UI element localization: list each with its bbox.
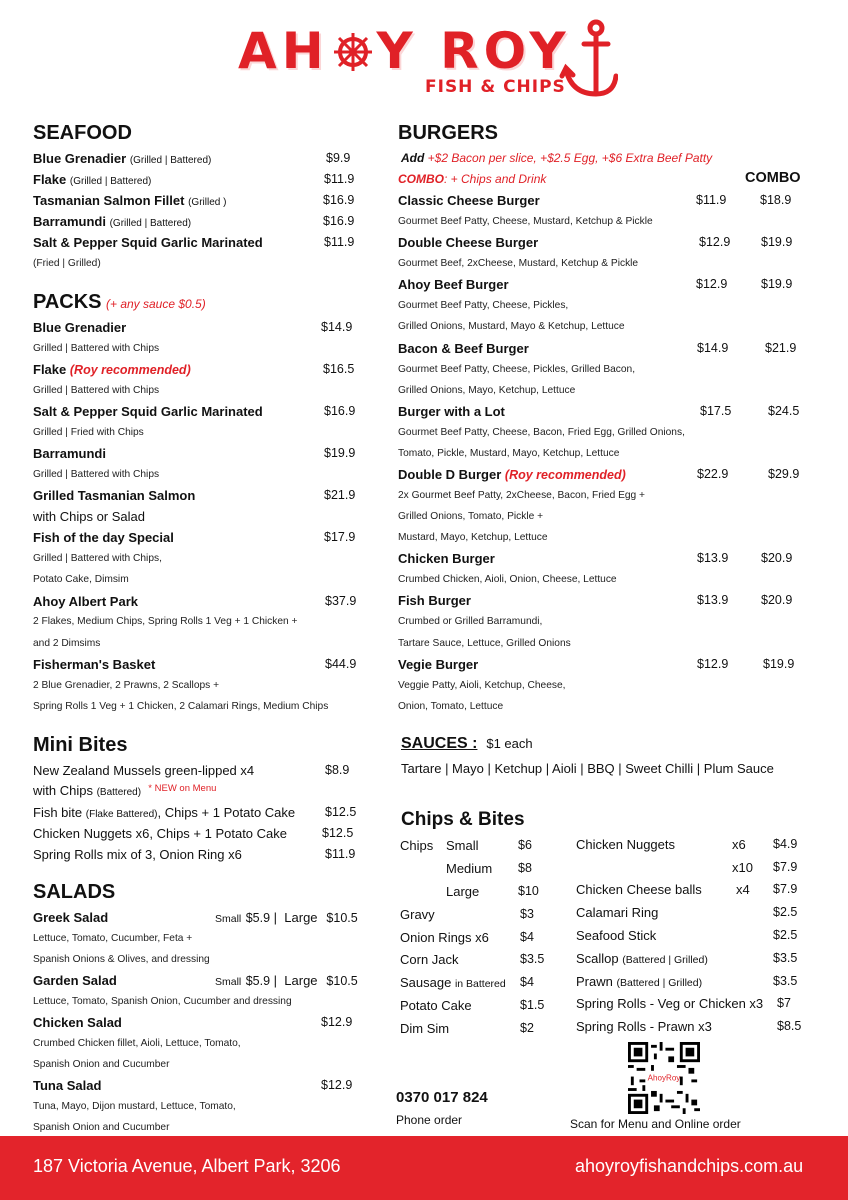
item-price: $13.9: [697, 551, 729, 565]
list-item: Corn Jack: [400, 952, 459, 967]
item-description: Gourmet Beef Patty, Cheese, Mustard, Ketchup & Pickle: [398, 216, 653, 227]
list-item: Greek Salad: [33, 910, 109, 925]
combo-price: $18.9: [760, 193, 792, 207]
list-item: with Chips (Battered) $^{* NEW on Menu}$: [33, 783, 217, 798]
list-item: Chicken Nuggets: [576, 837, 675, 852]
list-item: Bacon & Beef Burger: [398, 341, 529, 356]
item-qty: x6: [732, 837, 746, 852]
list-item: Fisherman's Basket: [33, 657, 156, 672]
list-item: Grilled Tasmanian Salmon: [33, 488, 196, 503]
list-item: Garden Salad: [33, 973, 117, 988]
item-description: 2x Gourmet Beef Patty, 2xCheese, Bacon, Fried Egg +: [398, 490, 645, 501]
item-price: $14.9: [321, 320, 353, 334]
list-item: Chicken Cheese balls: [576, 882, 702, 897]
chips-size: Large: [446, 884, 480, 899]
combo-price: $19.9: [763, 657, 795, 671]
item-price: $12.9: [696, 277, 728, 291]
item-price: $12.9: [697, 657, 729, 671]
item-description: Spring Rolls 1 Veg + 1 Chicken, 2 Calamari Rings, Medium Chips: [33, 701, 329, 712]
list-item: Ahoy Beef Burger: [398, 277, 509, 292]
list-item: Chicken Burger: [398, 551, 495, 566]
list-item: Spring Rolls - Veg or Chicken x3: [576, 996, 764, 1011]
list-item: Tasmanian Salmon Fillet (Grilled ): [33, 193, 227, 208]
item-price: $2.5: [773, 905, 798, 919]
item-price: $10: [518, 884, 539, 898]
list-item: Blue Grenadier (Grilled | Battered): [33, 151, 212, 166]
item-price: $9.9: [326, 151, 351, 165]
logo-wordmark: [238, 22, 571, 80]
packs-note: (+ any sauce $0.5): [105, 297, 206, 311]
qr-label: Scan for Menu and Online order: [570, 1117, 741, 1131]
item-price: $3: [520, 907, 534, 921]
list-item: Salt & Pepper Squid Garlic Marinated: [33, 235, 263, 250]
list-item: Burger with a Lot: [398, 404, 505, 419]
chips-size: Medium: [446, 861, 493, 876]
address: 187 Victoria Avenue, Albert Park, 3206: [33, 1156, 341, 1176]
item-price: $2: [520, 1021, 534, 1035]
combo-column-header: COMBO: [745, 170, 801, 186]
item-price: $4: [520, 930, 534, 944]
ship-wheel-icon: [333, 32, 373, 72]
item-price: $2.5: [773, 928, 798, 942]
list-item: Barramundi: [33, 446, 106, 461]
item-price: $13.9: [697, 593, 729, 607]
item-description: Lettuce, Tomato, Spanish Onion, Cucumber and dressing: [33, 996, 292, 1007]
item-qty: x10: [732, 860, 753, 875]
item-price: $12.9: [699, 235, 731, 249]
item-description: and 2 Dimsims: [33, 638, 101, 649]
list-item: Dim Sim: [400, 1021, 450, 1036]
item-price: $16.5: [323, 362, 355, 376]
list-item: Blue Grenadier: [33, 320, 127, 335]
item-price: $12.9: [321, 1015, 353, 1029]
list-item: Seafood Stick: [576, 928, 657, 943]
list-item: Calamari Ring: [576, 905, 659, 920]
combo-price: $29.9: [768, 467, 800, 481]
sauces-list: Tartare | Mayo | Ketchup | Aioli | BBQ | Sweet Chilli | Plum Sauce: [401, 761, 774, 776]
mini-bites-heading: Mini Bites: [33, 734, 128, 756]
list-item: Fish of the day Special: [33, 530, 174, 545]
combo-note: COMBO: + Chips and Drink: [398, 172, 547, 186]
list-item: Scallop (Battered | Grilled): [576, 951, 708, 966]
chips-size: Small: [446, 838, 479, 853]
item-description: 2 Flakes, Medium Chips, Spring Rolls 1 Veg + 1 Chicken +: [33, 616, 298, 627]
item-description: Grilled Onions, Tomato, Pickle +: [398, 511, 544, 522]
list-item: Potato Cake: [400, 998, 472, 1013]
burger-addons-note: Add +$2 Bacon per slice, +$2.5 Egg, +$6 Extra Beef Patty: [401, 151, 713, 165]
item-description: Crumbed Chicken, Aioli, Onion, Cheese, Lettuce: [398, 574, 617, 585]
anchor-icon: [558, 18, 618, 100]
item-description: Gourmet Beef Patty, Cheese, Pickles, Grilled Bacon,: [398, 364, 636, 375]
item-price: $3.5: [773, 974, 798, 988]
list-item: Flake (Roy recommended): [33, 362, 191, 377]
chips-bites-heading: Chips & Bites: [401, 809, 525, 830]
item-description: Grilled Onions, Mayo, Ketchup, Lettuce: [398, 385, 576, 396]
item-description: Gourmet Beef Patty, Cheese, Bacon, Fried Egg, Grilled Onions,: [398, 427, 685, 438]
item-description: Tuna, Mayo, Dijon mustard, Lettuce, Tomato,: [33, 1101, 236, 1112]
new-badge: * NEW on Menu: [148, 783, 217, 794]
item-description: (Fried | Grilled): [33, 258, 101, 269]
item-price: $3.5: [773, 951, 798, 965]
list-item: Spring Rolls mix of 3, Onion Ring x6: [33, 847, 242, 862]
item-description: Crumbed or Grilled Barramundi,: [398, 616, 543, 627]
item-price: $4: [520, 975, 534, 989]
item-price: $12.5: [325, 805, 357, 819]
logo-text-left: AH: [238, 22, 329, 80]
combo-price: $20.9: [761, 593, 793, 607]
item-price: $12.5: [322, 826, 354, 840]
website-link[interactable]: ahoyroyfishandchips.com.au: [575, 1156, 804, 1176]
item-description: Tartare Sauce, Lettuce, Grilled Onions: [398, 638, 571, 649]
logo-subtitle: FISH & CHIPS: [425, 77, 566, 97]
list-item: Chicken Nuggets x6, Chips + 1 Potato Cake: [33, 826, 288, 841]
item-description: Grilled | Battered with Chips: [33, 469, 160, 480]
item-price: $12.9: [321, 1078, 353, 1092]
item-price: $14.9: [697, 341, 729, 355]
item-price: $17.5: [700, 404, 732, 418]
item-price: $7.9: [773, 860, 798, 874]
list-item: Prawn (Battered | Grilled): [576, 974, 703, 989]
qr-overlay-text: AhoyRoy: [647, 1073, 681, 1083]
item-price: $19.9: [324, 446, 356, 460]
item-description: Gourmet Beef, 2xCheese, Mustard, Ketchup & Pickle: [398, 258, 639, 269]
list-item: Ahoy Albert Park: [33, 594, 138, 609]
size-prices: Small $5.9 | Large $10.5: [215, 973, 358, 988]
sauces-heading: SAUCES : $1 each: [401, 735, 533, 752]
burgers-heading: BURGERS: [398, 122, 499, 144]
item-price: $37.9: [325, 594, 357, 608]
item-price: $8.9: [325, 763, 350, 777]
logo-text-right: Y ROY: [376, 22, 571, 80]
combo-price: $24.5: [768, 404, 800, 418]
list-item: Tuna Salad: [33, 1078, 102, 1093]
list-item: Spring Rolls - Prawn x3: [576, 1019, 712, 1034]
list-item: Fish Burger: [398, 593, 471, 608]
item-description: Spanish Onion and Cucumber: [33, 1122, 170, 1133]
item-description: Spanish Onions & Olives, and dressing: [33, 954, 210, 965]
list-item: Classic Cheese Burger: [398, 193, 540, 208]
item-price: $17.9: [324, 530, 356, 544]
item-description: Veggie Patty, Aioli, Ketchup, Cheese,: [398, 680, 566, 691]
list-item: Sausage in Battered: [400, 975, 506, 990]
item-price: $4.9: [773, 837, 798, 851]
phone-label: Phone order: [396, 1113, 463, 1127]
packs-heading: PACKS (+ any sauce $0.5): [33, 291, 206, 313]
item-description: Crumbed Chicken fillet, Aioli, Lettuce, Tomato,: [33, 1038, 241, 1049]
seafood-heading: SEAFOOD: [33, 122, 132, 144]
item-qty: x4: [736, 882, 750, 897]
item-description: Mustard, Mayo, Ketchup, Lettuce: [398, 532, 548, 543]
item-description: Grilled | Battered with Chips: [33, 343, 160, 354]
item-price: $44.9: [325, 657, 357, 671]
salads-heading: SALADS: [33, 881, 116, 903]
item-price: $11.9: [696, 193, 727, 207]
list-item: New Zealand Mussels green-lipped x4: [33, 763, 255, 778]
list-item: Onion Rings x6: [400, 930, 489, 945]
list-item: Double Cheese Burger: [398, 235, 539, 250]
item-price: $16.9: [324, 404, 356, 418]
item-description: Onion, Tomato, Lettuce: [398, 701, 504, 712]
item-subtitle: with Chips or Salad: [33, 509, 145, 524]
item-description: Tomato, Pickle, Mustard, Mayo, Ketchup, Lettuce: [398, 448, 620, 459]
combo-price: $19.9: [761, 235, 793, 249]
list-item: Vegie Burger: [398, 657, 479, 672]
item-price: $7.9: [773, 882, 798, 896]
item-price: $22.9: [697, 467, 729, 481]
item-description: Potato Cake, Dimsim: [33, 574, 129, 585]
chips-label: Chips: [400, 838, 434, 853]
list-item: Salt & Pepper Squid Garlic Marinated: [33, 404, 263, 419]
item-price: $16.9: [323, 193, 355, 207]
combo-price: $21.9: [765, 341, 797, 355]
list-item: Fish bite (Flake Battered), Chips + 1 Potato Cake: [33, 805, 296, 820]
item-price: $21.9: [324, 488, 356, 502]
item-price: $3.5: [520, 952, 545, 966]
footer-bar: [0, 1136, 848, 1200]
item-description: Grilled Onions, Mustard, Mayo & Ketchup, Lettuce: [398, 321, 625, 332]
item-price: $11.9: [324, 172, 355, 186]
item-price: $16.9: [323, 214, 355, 228]
item-description: Lettuce, Tomato, Cucumber, Feta +: [33, 933, 193, 944]
combo-price: $19.9: [761, 277, 793, 291]
item-price: $7: [777, 996, 791, 1010]
list-item: Barramundi (Grilled | Battered): [33, 214, 192, 229]
qr-code[interactable]: [628, 1042, 700, 1114]
list-item: Chicken Salad: [33, 1015, 122, 1030]
item-price: $8.5: [777, 1019, 802, 1033]
item-price: $1.5: [520, 998, 545, 1012]
list-item: Flake (Grilled | Battered): [33, 172, 152, 187]
item-price: $6: [518, 838, 532, 852]
item-description: 2 Blue Grenadier, 2 Prawns, 2 Scallops +: [33, 680, 220, 691]
item-description: Spanish Onion and Cucumber: [33, 1059, 170, 1070]
item-description: Grilled | Battered with Chips: [33, 385, 160, 396]
list-item: Gravy: [400, 907, 435, 922]
phone-number[interactable]: 0370 017 824: [396, 1089, 488, 1106]
item-description: Gourmet Beef Patty, Cheese, Pickles,: [398, 300, 569, 311]
list-item: Double D Burger (Roy recommended): [398, 467, 626, 482]
item-price: $11.9: [324, 235, 355, 249]
item-description: Grilled | Fried with Chips: [33, 427, 144, 438]
combo-price: $20.9: [761, 551, 793, 565]
size-prices: Small $5.9 | Large $10.5: [215, 910, 358, 925]
item-price: $8: [518, 861, 532, 875]
item-description: Grilled | Battered with Chips,: [33, 553, 162, 564]
item-price: $11.9: [325, 847, 356, 861]
